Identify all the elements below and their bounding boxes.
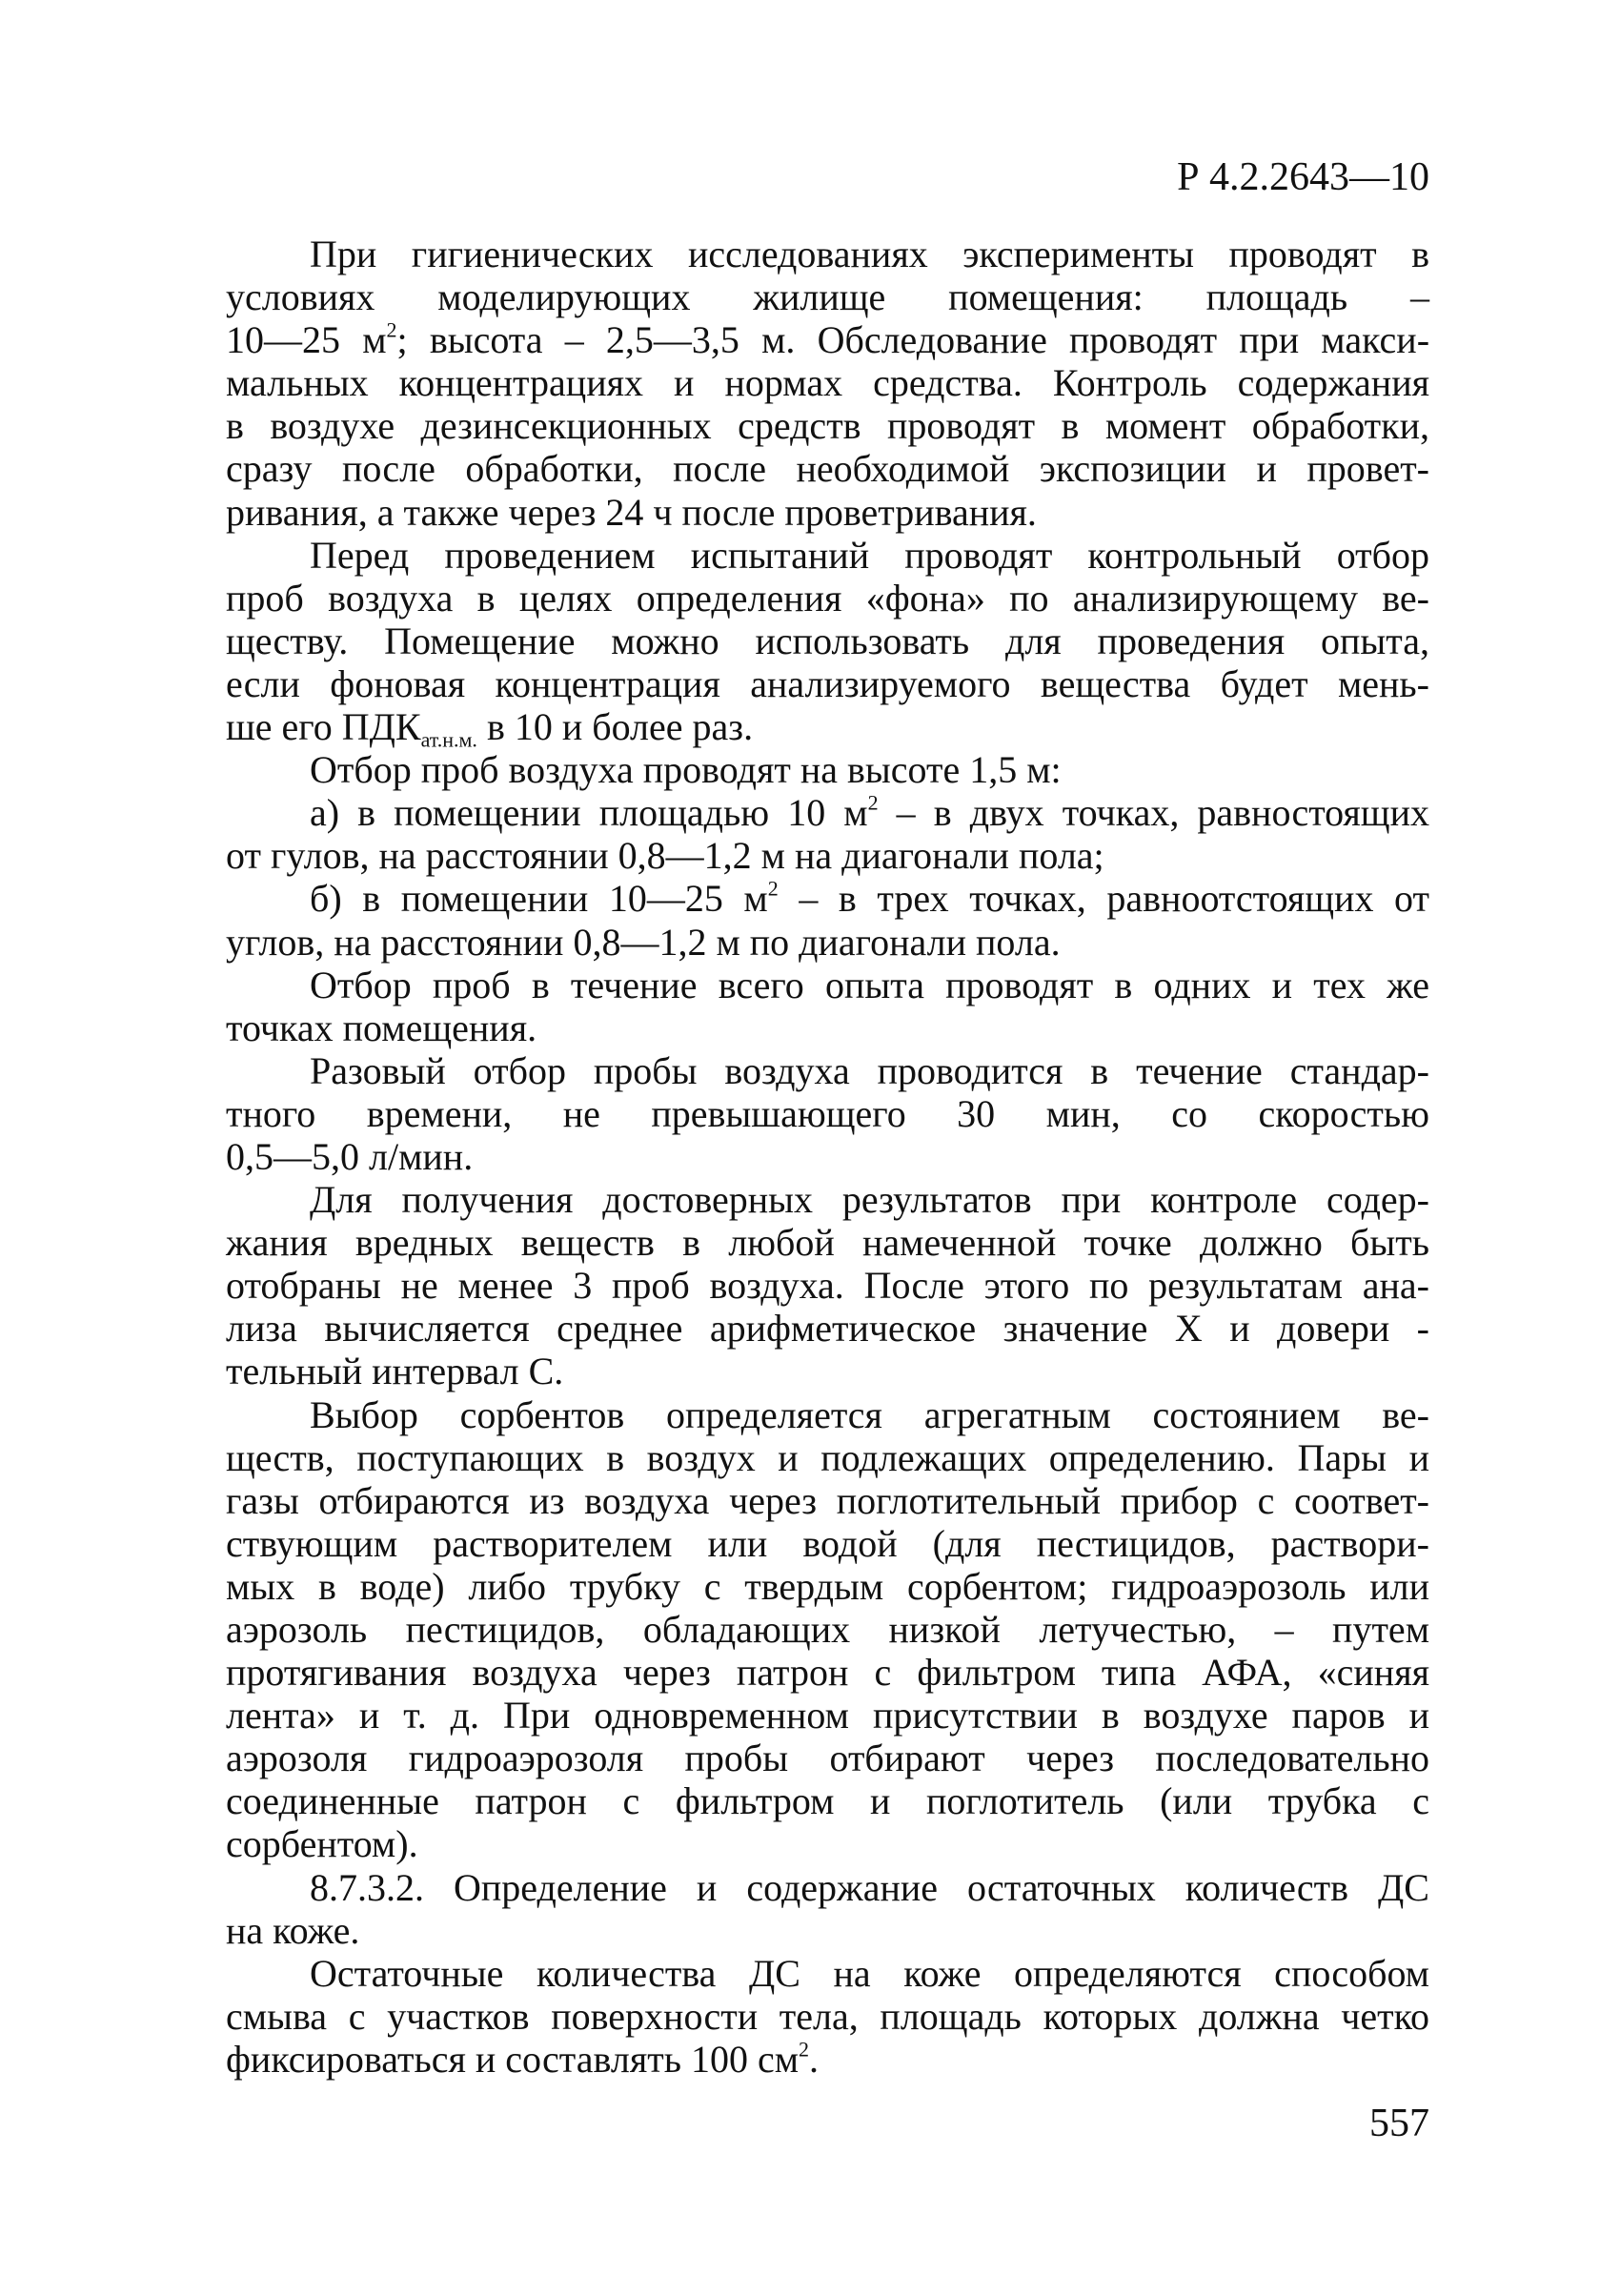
text-line: Перед проведением испытаний проводят контрольный отбор [310, 533, 1429, 577]
text-line: мальных концентрациях и нормах средства. Контроль содержания [226, 361, 1429, 405]
text-line: условиях моделирующих жилище помещения: площадь – [226, 275, 1429, 319]
text-line: сорбентом). [226, 1822, 418, 1866]
text-line: Выбор сорбентов определяется агрегатным состоянием ве- [310, 1392, 1429, 1436]
paragraph [226, 877, 1429, 963]
text-line: сразу после обработки, после необходимой экспозиции и провет- [226, 447, 1429, 491]
text-line [226, 877, 1429, 920]
text-line [226, 705, 1429, 752]
text-line: смыва с участков поверхности тела, площадь которых должна четко [226, 1994, 1429, 2038]
paragraph [226, 533, 1429, 752]
superscript: 2 [799, 2037, 810, 2062]
text-line: жания вредных веществ в любой намеченной точке должно быть [226, 1221, 1429, 1265]
paragraph [226, 964, 1429, 1049]
text-segment: в 10 и более раз. [476, 705, 754, 749]
text-line: протягивания воздуха через патрон с фильтром типа АФА, «синяя [226, 1651, 1429, 1695]
text-segment: 10—25 м [226, 318, 387, 362]
superscript: 2 [767, 876, 779, 901]
paragraph [226, 233, 1429, 534]
paragraph [226, 1952, 1429, 2081]
text-segment: – в двух точках, равностоящих [878, 791, 1429, 835]
text-segment: . [809, 2037, 820, 2081]
text-line: если фоновая концентрация анализируемого вещества будет мень- [226, 661, 1429, 705]
text-line: 0,5—5,0 л/мин. [226, 1134, 474, 1178]
subscript: ат.н.м. [420, 727, 477, 752]
text-line: 8.7.3.2. Определение и содержание остаточных количеств ДС [310, 1865, 1429, 1909]
text-line: проб воздуха в целях определения «фона» по анализирующему ве- [226, 576, 1429, 620]
text-line: мых в воде) либо трубку с твердым сорбентом; гидроаэрозоль или [226, 1564, 1429, 1608]
text-line: Отбор проб воздуха проводят на высоте 1,5 м: [310, 748, 1062, 792]
text-line: Для получения достоверных результатов при контроле содер- [310, 1178, 1429, 1222]
text-segment: ше его ПДК [226, 705, 421, 749]
text-line: аэрозоль пестицидов, обладающих низкой летучестью, – путем [226, 1608, 1429, 1651]
document-code-header: Р 4.2.2643—10 [1177, 155, 1429, 199]
superscript: 2 [386, 317, 397, 342]
text-line: При гигиенических исследованиях эксперименты проводят в [310, 233, 1429, 275]
paragraph [226, 1049, 1429, 1178]
text-line: ствующим растворителем или водой (для пестицидов, раствори- [226, 1521, 1429, 1565]
paragraph [226, 1178, 1429, 1392]
document-body [226, 233, 1429, 2081]
text-line: Отбор проб в течение всего опыта проводят в одних и тех же [310, 963, 1429, 1006]
text-line: Остаточные количества ДС на коже определяются способом [310, 1951, 1429, 1995]
paragraph [226, 1866, 1429, 1952]
text-segment: а) в помещении площадью 10 м [310, 791, 868, 835]
text-line: лиза вычисляется среднее арифметическое значение X и довери - [226, 1307, 1429, 1351]
text-line: тного времени, не превышающего 30 мин, со скоростью [226, 1091, 1429, 1135]
text-line: соединенные патрон с фильтром и поглотитель (или трубка с [226, 1779, 1429, 1823]
paragraph [226, 1393, 1429, 1866]
text-line: точках помещения. [226, 1006, 537, 1049]
text-line [226, 318, 1429, 361]
text-segment: фиксироваться и составлять 100 см [226, 2037, 800, 2081]
text-line: углов, на расстоянии 0,8—1,2 м по диагонали пола. [226, 920, 1061, 964]
text-line: аэрозоля гидроаэрозоля пробы отбирают через последовательно [226, 1737, 1429, 1780]
text-segment: – в трех точках, равноотстоящих от [778, 877, 1429, 921]
text-line: ществу. Помещение можно использовать для проведения опыта, [226, 619, 1429, 662]
text-segment: ; высота – 2,5—3,5 м. Обследование проводят при макси- [396, 318, 1430, 362]
text-line [226, 791, 1429, 834]
text-line: на коже. [226, 1908, 360, 1952]
text-line: в воздухе дезинсекционных средств проводят в момент обработки, [226, 404, 1429, 448]
page-number: 557 [1369, 2102, 1429, 2145]
text-line: тельный интервал С. [226, 1350, 564, 1393]
text-line: лента» и т. д. При одновременном присутствии в воздухе паров и [226, 1694, 1429, 1737]
text-line: ривания, а также через 24 ч после проветривания. [226, 490, 1037, 534]
text-line: от гулов, на расстоянии 0,8—1,2 м на диагонали пола; [226, 834, 1104, 878]
text-line: отобраны не менее 3 проб воздуха. После этого по результатам ана- [226, 1264, 1429, 1308]
superscript: 2 [867, 790, 879, 815]
text-line: ществ, поступающих в воздух и подлежащих определению. Пары и [226, 1435, 1429, 1479]
text-line [226, 2038, 1429, 2081]
text-line: Разовый отбор пробы воздуха проводится в течение стандар- [310, 1048, 1429, 1092]
text-line: газы отбираются из воздуха через поглотительный прибор с соответ- [226, 1478, 1429, 1522]
paragraph [226, 791, 1429, 877]
text-segment: б) в помещении 10—25 м [310, 877, 768, 921]
paragraph [226, 748, 1429, 791]
